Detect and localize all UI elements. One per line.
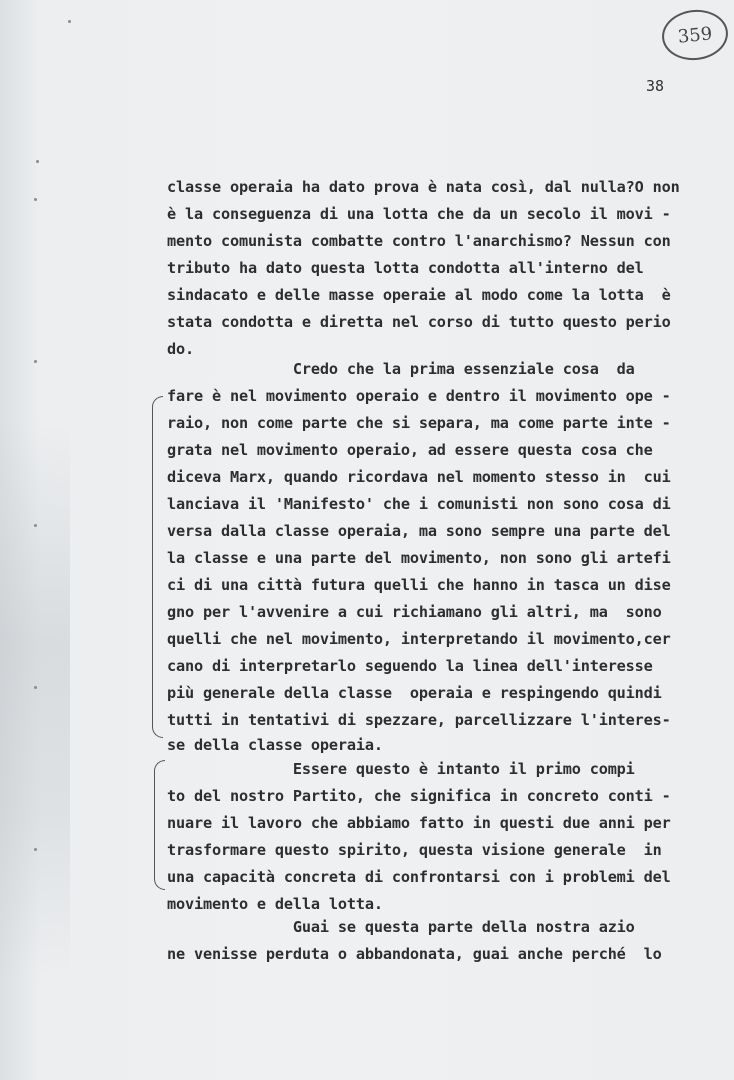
margin-speck <box>34 686 37 689</box>
text-line: mento comunista combatte contro l'anarchismo? Nessun con <box>167 232 671 250</box>
text-line: Credo che la prima essenziale cosa da <box>167 360 635 378</box>
stamp-number: 359 <box>676 22 714 48</box>
text-line: tutti in tentativi di spezzare, parcellizzare l'interes- <box>167 711 671 729</box>
margin-speck <box>68 20 71 23</box>
margin-speck <box>34 524 37 527</box>
margin-speck <box>34 848 37 851</box>
text-line: do. <box>167 340 194 358</box>
page-number: 38 <box>646 77 665 95</box>
text-line: lanciava il 'Manifesto' che i comunisti non sono cosa di <box>167 495 671 513</box>
text-line: gno per l'avvenire a cui richiamano gli altri, ma sono <box>167 603 662 621</box>
text-line: fare è nel movimento operaio e dentro il movimento ope - <box>167 387 671 405</box>
text-line: versa dalla classe operaia, ma sono sempre una parte del <box>167 522 671 540</box>
archive-stamp <box>660 7 731 64</box>
text-line: Essere questo è intanto il primo compi <box>167 760 635 778</box>
margin-speck <box>34 198 37 201</box>
text-line: una capacità concreta di confrontarsi con i problemi del <box>167 868 671 886</box>
text-line: ci di una città futura quelli che hanno in tasca un dise <box>167 576 671 594</box>
text-line: ne venisse perduta o abbandonata, guai anche perché lo <box>167 945 662 963</box>
text-line: movimento e della lotta. <box>167 895 383 913</box>
text-line: grata nel movimento operaio, ad essere questa cosa che <box>167 441 653 459</box>
margin-speck <box>34 360 37 363</box>
text-line: classe operaia ha dato prova è nata così, dal nulla?O non <box>167 178 680 196</box>
text-line: trasformare questo spirito, questa visione generale in <box>167 841 662 859</box>
margin-speck <box>36 160 39 163</box>
text-line: sindacato e delle masse operaie al modo come la lotta è <box>167 286 671 304</box>
text-line: se della classe operaia. <box>167 736 383 754</box>
text-line: cano di interpretarlo seguendo la linea dell'interesse <box>167 657 653 675</box>
text-line: più generale della classe operaia e respingendo quindi <box>167 684 662 702</box>
text-line: raio, non come parte che si separa, ma come parte inte - <box>167 414 671 432</box>
text-line: tributo ha dato questa lotta condotta all'interno del <box>167 259 644 277</box>
text-line: Guai se questa parte della nostra azio <box>167 918 635 936</box>
text-line: diceva Marx, quando ricordava nel momento stesso in cui <box>167 468 671 486</box>
text-line: nuare il lavoro che abbiamo fatto in questi due anni per <box>167 814 671 832</box>
text-line: stata condotta e diretta nel corso di tutto questo perio <box>167 313 671 331</box>
margin-bracket <box>152 396 163 738</box>
text-line: è la conseguenza di una lotta che da un secolo il movi - <box>167 205 671 223</box>
margin-bracket <box>154 760 165 890</box>
text-line: la classe e una parte del movimento, non sono gli artefi <box>167 549 671 567</box>
text-line: quelli che nel movimento, interpretando il movimento,cer <box>167 630 671 648</box>
margin-shadow <box>0 420 70 980</box>
text-line: to del nostro Partito, che significa in concreto conti - <box>167 787 671 805</box>
